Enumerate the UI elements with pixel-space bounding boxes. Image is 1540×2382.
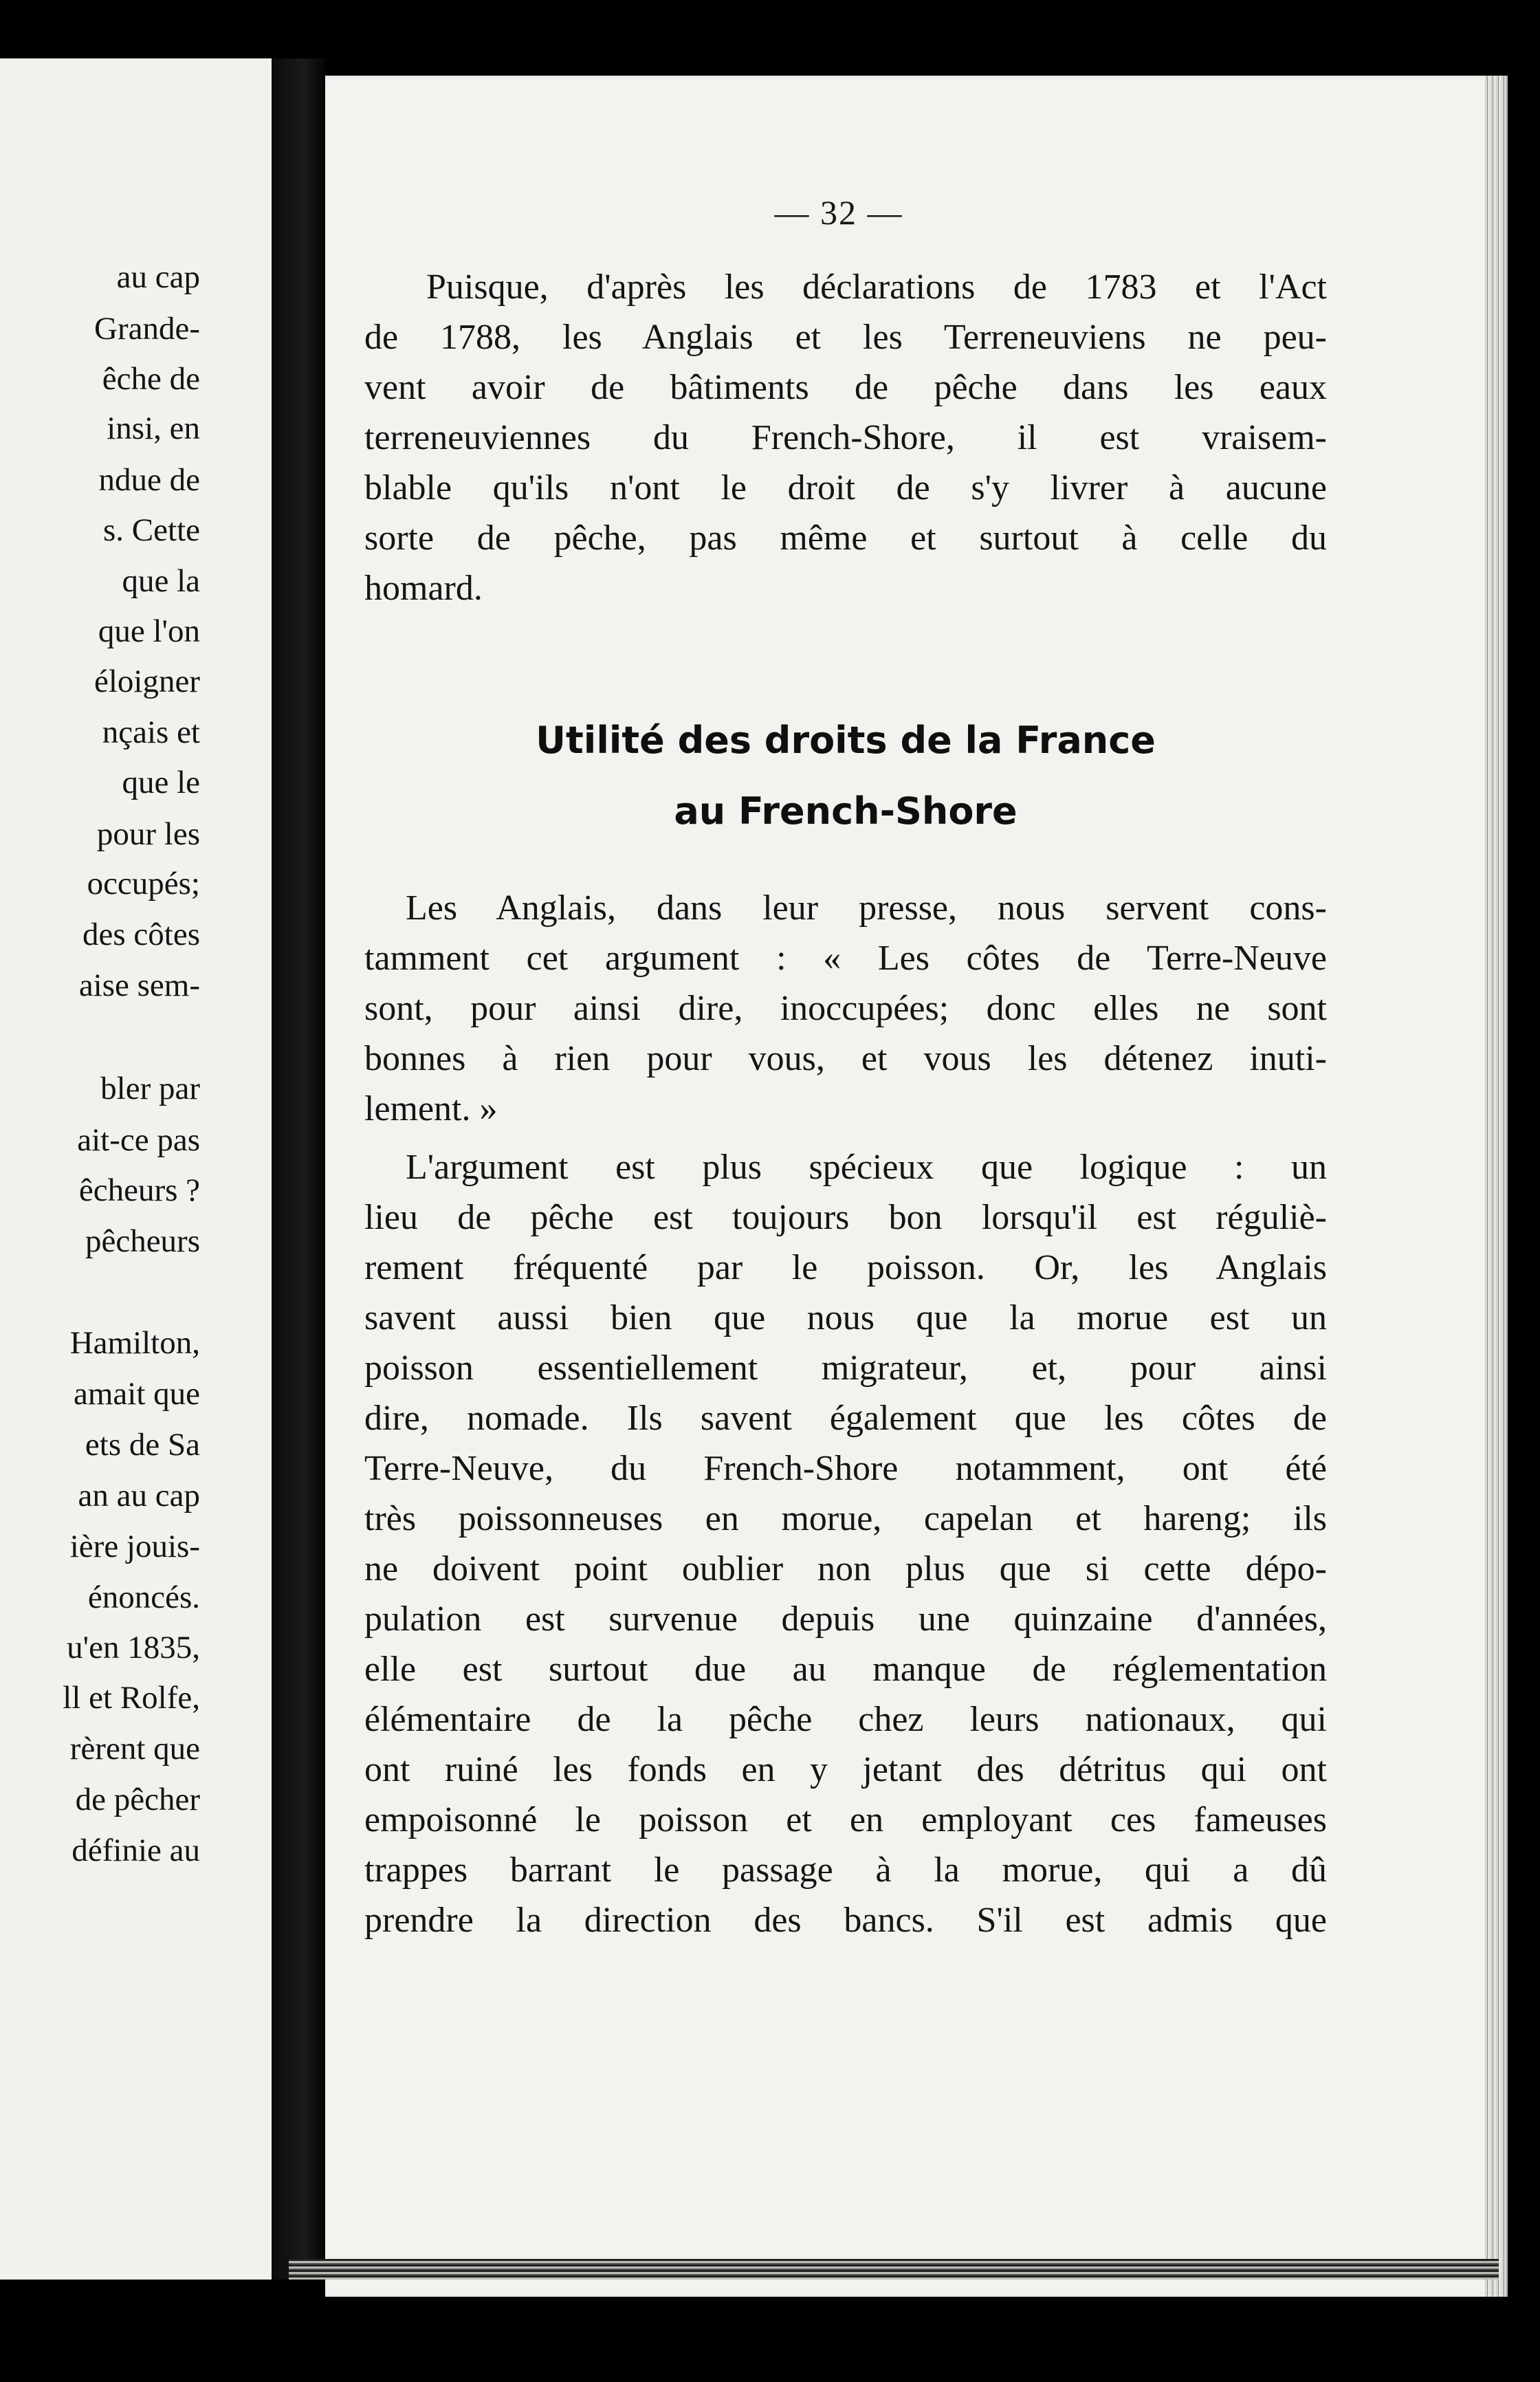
paragraph-1-line: terreneuviennes du French-Shore, il est vraisem- — [364, 418, 1327, 457]
left-page-line: êcheurs ? — [78, 1172, 200, 1208]
paragraph-3-line: ne doivent point oublier non plus que si cette dépo- — [364, 1549, 1327, 1588]
paragraph-3-line: élémentaire de la pêche chez leurs nationaux, qui — [364, 1700, 1327, 1739]
paragraph-2-line: tamment cet argument : « Les côtes de Terre-Neuve — [364, 939, 1327, 978]
left-page-line: an au cap — [78, 1478, 200, 1514]
section-heading: Utilité des droits de la France — [536, 719, 1156, 762]
left-page-line: ait-ce pas — [77, 1122, 200, 1158]
paragraph-1-line: vent avoir de bâtiments de pêche dans les eaux — [364, 368, 1327, 407]
left-page-line: des côtes — [82, 917, 200, 952]
paragraph-3-line: rement fréquenté par le poisson. Or, les Anglais — [364, 1248, 1327, 1287]
paragraph-2-line: Les Anglais, dans leur presse, nous servent cons- — [406, 888, 1327, 928]
section-heading: au French-Shore — [674, 789, 1018, 833]
left-page-line: au cap — [116, 259, 200, 295]
left-page-line: Hamilton, — [69, 1325, 200, 1361]
left-page-line: pour les — [96, 816, 200, 852]
paragraph-3-line: pulation est survenue depuis une quinzaine d'années, — [364, 1599, 1327, 1639]
left-page-line: nçais et — [102, 714, 200, 750]
paragraph-3-line: savent aussi bien que nous que la morue est un — [364, 1298, 1327, 1337]
paragraph-3-line: Terre-Neuve, du French-Shore notamment, ont été — [364, 1449, 1327, 1488]
left-page-line: insi, en — [107, 411, 200, 446]
paragraph-3-line: empoisonné le poisson et en employant ces fameuses — [364, 1800, 1327, 1839]
left-page-line: que le — [122, 765, 200, 800]
paragraph-2-line: lement. » — [364, 1089, 498, 1128]
left-page-line: amait que — [73, 1376, 200, 1412]
left-page-line: Grande- — [94, 311, 200, 347]
page-edge-right — [1485, 76, 1506, 2297]
left-page-line: définie au — [72, 1833, 200, 1868]
paragraph-1-line: homard. — [364, 569, 483, 608]
left-page-line: s. Cette — [103, 512, 200, 548]
paragraph-3-line: dire, nomade. Ils savent également que les côtes de — [364, 1399, 1327, 1438]
paragraph-3-line: elle est surtout due au manque de réglementation — [364, 1650, 1327, 1689]
page-number: — 32 — — [774, 193, 903, 232]
left-page-fragment — [0, 58, 272, 2280]
left-page-line: aise sem- — [78, 968, 200, 1003]
paragraph-3-line: très poissonneuses en morue, capelan et hareng; ils — [364, 1499, 1327, 1538]
paragraph-3-line: ont ruiné les fonds en y jetant des détritus qui ont — [364, 1750, 1327, 1789]
paragraph-3-line: lieu de pêche est toujours bon lorsqu'il est réguliè- — [364, 1198, 1327, 1237]
left-page-line: occupés; — [87, 866, 200, 902]
paragraph-3-line: L'argument est plus spécieux que logique : un — [406, 1148, 1327, 1187]
left-page-line: rèrent que — [69, 1731, 200, 1767]
paragraph-1-line: blable qu'ils n'ont le droit de s'y livrer à aucune — [364, 468, 1327, 507]
book-gutter — [272, 58, 325, 2280]
paragraph-1-line: Puisque, d'après les déclarations de 1783 et l'Act — [426, 267, 1327, 307]
left-page-line: êche de — [102, 361, 200, 397]
left-page-line: u'en 1835, — [67, 1630, 200, 1665]
left-page-line: éloigner — [94, 664, 200, 699]
left-page-line: ière jouis- — [69, 1529, 200, 1564]
paragraph-3-line: poisson essentiellement migrateur, et, pour ainsi — [364, 1348, 1327, 1388]
left-page-line: ets de Sa — [85, 1427, 200, 1463]
paragraph-2-line: bonnes à rien pour vous, et vous les détenez inuti- — [364, 1039, 1327, 1078]
left-page-line: que l'on — [98, 613, 200, 649]
left-page-line: ndue de — [98, 462, 200, 498]
left-page-line: de pêcher — [75, 1782, 200, 1817]
left-page-line: pêcheurs — [85, 1223, 200, 1259]
paragraph-3-line: trappes barrant le passage à la morue, qui a dû — [364, 1850, 1327, 1890]
paragraph-1-line: de 1788, les Anglais et les Terreneuviens ne peu- — [364, 318, 1327, 357]
paragraph-3-line: prendre la direction des bancs. S'il est admis que — [364, 1901, 1327, 1940]
left-page-line: ll et Rolfe, — [63, 1680, 200, 1716]
left-page-line: énoncés. — [87, 1580, 200, 1615]
paragraph-1-line: sorte de pêche, pas même et surtout à celle du — [364, 518, 1327, 558]
paragraph-2-line: sont, pour ainsi dire, inoccupées; donc elles ne sont — [364, 989, 1327, 1028]
left-page-line: que la — [122, 563, 200, 599]
left-page-line: bler par — [100, 1071, 200, 1106]
page-edge-bottom — [289, 2259, 1499, 2280]
